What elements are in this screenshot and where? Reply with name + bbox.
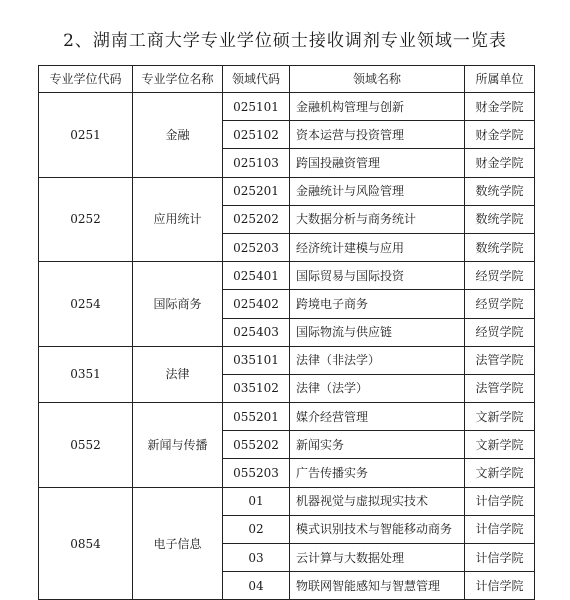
unit-cell: 数统学院: [465, 177, 535, 205]
field-name-cell: 大数据分析与商务统计: [290, 205, 465, 233]
table-row: [39, 403, 535, 431]
field-name-cell: 跨境电子商务: [290, 290, 465, 318]
degree-code-cell: 0552: [39, 403, 133, 488]
unit-cell: 数统学院: [465, 233, 535, 261]
field-name-cell: 国际物流与供应链: [290, 318, 465, 346]
field-name-cell: 媒介经营管理: [290, 403, 465, 431]
field-code-cell: 055201: [223, 403, 290, 431]
table-row: [39, 346, 535, 374]
field-name-cell: 经济统计建模与应用: [290, 233, 465, 261]
degree-code-cell: 0351: [39, 346, 133, 402]
field-code-cell: 025202: [223, 205, 290, 233]
field-code-cell: 01: [223, 487, 290, 515]
field-code-cell: 055202: [223, 431, 290, 459]
unit-cell: 文新学院: [465, 431, 535, 459]
unit-cell: 财金学院: [465, 121, 535, 149]
field-name-cell: 法律（法学）: [290, 374, 465, 402]
field-code-cell: 025101: [223, 93, 290, 121]
unit-cell: 文新学院: [465, 403, 535, 431]
table-row: [39, 93, 535, 121]
header-field-name: 领域名称: [290, 66, 465, 93]
degree-name-cell: 新闻与传播: [133, 403, 223, 488]
table-body: [39, 93, 535, 600]
field-code-cell: 02: [223, 515, 290, 543]
field-code-cell: 025201: [223, 177, 290, 205]
unit-cell: 文新学院: [465, 459, 535, 487]
field-name-cell: 云计算与大数据处理: [290, 544, 465, 572]
unit-cell: 计信学院: [465, 487, 535, 515]
field-name-cell: 资本运营与投资管理: [290, 121, 465, 149]
field-code-cell: 025401: [223, 262, 290, 290]
degree-code-cell: 0251: [39, 93, 133, 178]
unit-cell: 计信学院: [465, 515, 535, 543]
field-code-cell: 03: [223, 544, 290, 572]
unit-cell: 经贸学院: [465, 262, 535, 290]
header-degree-code: 专业学位代码: [39, 66, 133, 93]
field-name-cell: 模式识别技术与智能移动商务: [290, 515, 465, 543]
table-row: [39, 262, 535, 290]
field-name-cell: 新闻实务: [290, 431, 465, 459]
degree-name-cell: 电子信息: [133, 487, 223, 600]
page-title: 2、湖南工商大学专业学位硕士接收调剂专业领域一览表: [63, 31, 507, 51]
unit-cell: 数统学院: [465, 205, 535, 233]
header-unit: 所属单位: [465, 66, 535, 93]
header-row: [39, 66, 535, 93]
unit-cell: 经贸学院: [465, 290, 535, 318]
field-name-cell: 国际贸易与国际投资: [290, 262, 465, 290]
unit-cell: 计信学院: [465, 572, 535, 600]
field-name-cell: 物联网智能感知与智慧管理: [290, 572, 465, 600]
unit-cell: 计信学院: [465, 544, 535, 572]
field-name-cell: 广告传播实务: [290, 459, 465, 487]
unit-cell: 经贸学院: [465, 318, 535, 346]
field-name-cell: 机器视觉与虚拟现实技术: [290, 487, 465, 515]
degree-code-cell: 0854: [39, 487, 133, 600]
field-code-cell: 025203: [223, 233, 290, 261]
unit-cell: 法管学院: [465, 374, 535, 402]
field-code-cell: 035101: [223, 346, 290, 374]
field-code-cell: 025103: [223, 149, 290, 177]
field-name-cell: 金融机构管理与创新: [290, 93, 465, 121]
table-row: [39, 487, 535, 515]
adjustment-table: [38, 65, 535, 600]
degree-code-cell: 0254: [39, 262, 133, 347]
field-code-cell: 055203: [223, 459, 290, 487]
header-field-code: 领域代码: [223, 66, 290, 93]
field-code-cell: 04: [223, 572, 290, 600]
field-name-cell: 金融统计与风险管理: [290, 177, 465, 205]
degree-name-cell: 金融: [133, 93, 223, 178]
degree-code-cell: 0252: [39, 177, 133, 262]
field-code-cell: 035102: [223, 374, 290, 402]
unit-cell: 财金学院: [465, 93, 535, 121]
field-name-cell: 法律（非法学）: [290, 346, 465, 374]
degree-name-cell: 国际商务: [133, 262, 223, 347]
field-code-cell: 025403: [223, 318, 290, 346]
field-name-cell: 跨国投融资管理: [290, 149, 465, 177]
field-code-cell: 025102: [223, 121, 290, 149]
header-degree-name: 专业学位名称: [133, 66, 223, 93]
unit-cell: 财金学院: [465, 149, 535, 177]
table-row: [39, 177, 535, 205]
degree-name-cell: 应用统计: [133, 177, 223, 262]
degree-name-cell: 法律: [133, 346, 223, 402]
unit-cell: 法管学院: [465, 346, 535, 374]
field-code-cell: 025402: [223, 290, 290, 318]
